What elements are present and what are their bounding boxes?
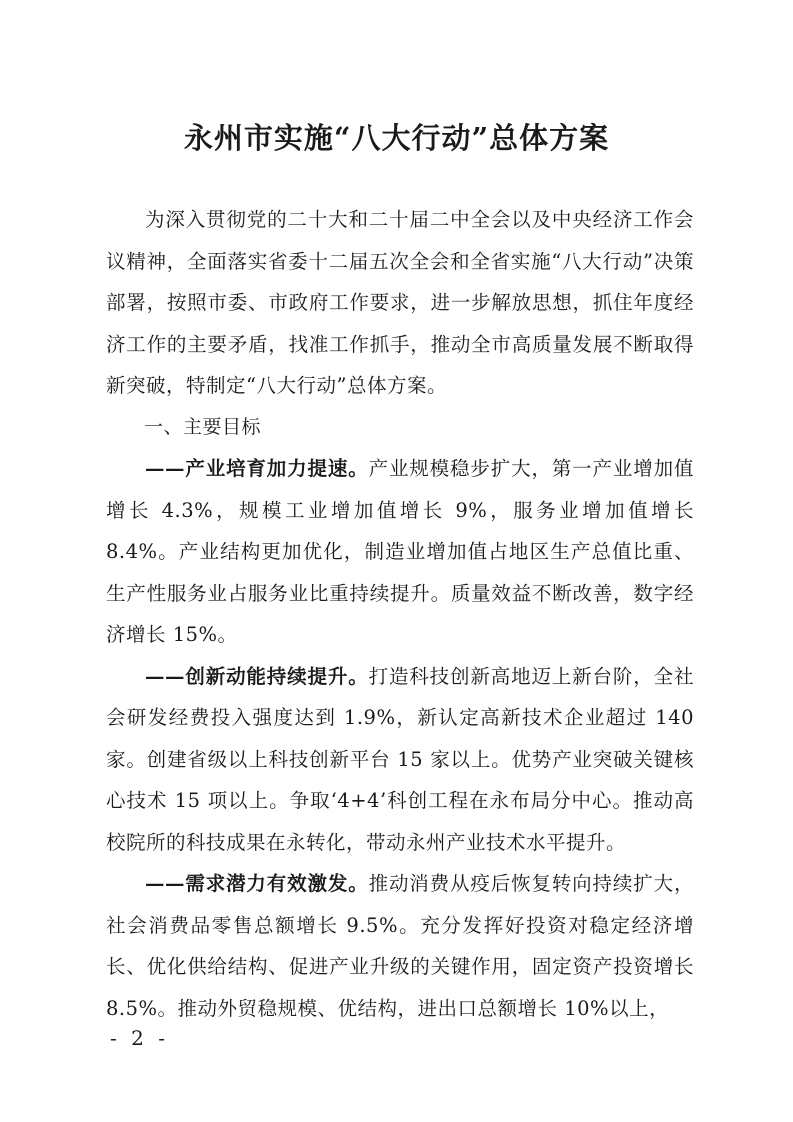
page-number: - 2 -	[110, 1026, 169, 1050]
goal-lead: ——产业培育加力提速。	[145, 457, 369, 480]
document-title: 永州市实施“八大行动”总体方案	[183, 121, 610, 155]
goal-paragraph	[106, 656, 694, 864]
goal-paragraph	[106, 863, 694, 1029]
goal-paragraph	[106, 448, 694, 656]
intro-paragraph: 为深入贯彻党的二十大和二十届二中全会以及中央经济工作会议精神，全面落实省委十二届五次全会和全省实施“八大行动”决策部署，按照市委、市政府工作要求，进一步解放思想，抓住年度经济工作的主要矛盾，找准工作抓手，推动全市高质量发展不断取得新突破，特制定“八大行动”总体方案。	[106, 208, 694, 397]
section-heading: 一、主要目标	[144, 415, 262, 438]
goal-text: 打造科技创新高地迈上新台阶，全社会研发经费投入强度达到 1.9%，新认定高新技术企业超过 140 家。创建省级以上科技创新平台 15 家以上。优势产业突破关键核心技术 15 项以上。争取‘4+4’科创工程在永布局分中心。推动高校院所的科技成果在永转化，带动永州产业技术水平提升。	[106, 664, 694, 854]
goal-text: 产业规模稳步扩大，第一产业增加值增长 4.3%，规模工业增加值增长 9%，服务业增加值增长 8.4%。产业结构更加优化，制造业增加值占地区生产总值比重、生产性服务业占服务业比重持续提升。质量效益不断改善，数字经济增长 15%。	[106, 457, 694, 646]
goal-lead: ——创新动能持续提升。	[145, 664, 369, 688]
goal-lead: ——需求潜力有效激发。	[145, 872, 369, 895]
goal-text: 推动消费从疫后恢复转向持续扩大，社会消费品零售总额增长 9.5%。充分发挥好投资对稳定经济增长、优化供给结构、促进产业升级的关键作用，固定资产投资增长 8.5%。推动外贸稳规模、优结构，进出口总额增长 10%以上，	[106, 872, 694, 1020]
document-body	[106, 199, 694, 1029]
